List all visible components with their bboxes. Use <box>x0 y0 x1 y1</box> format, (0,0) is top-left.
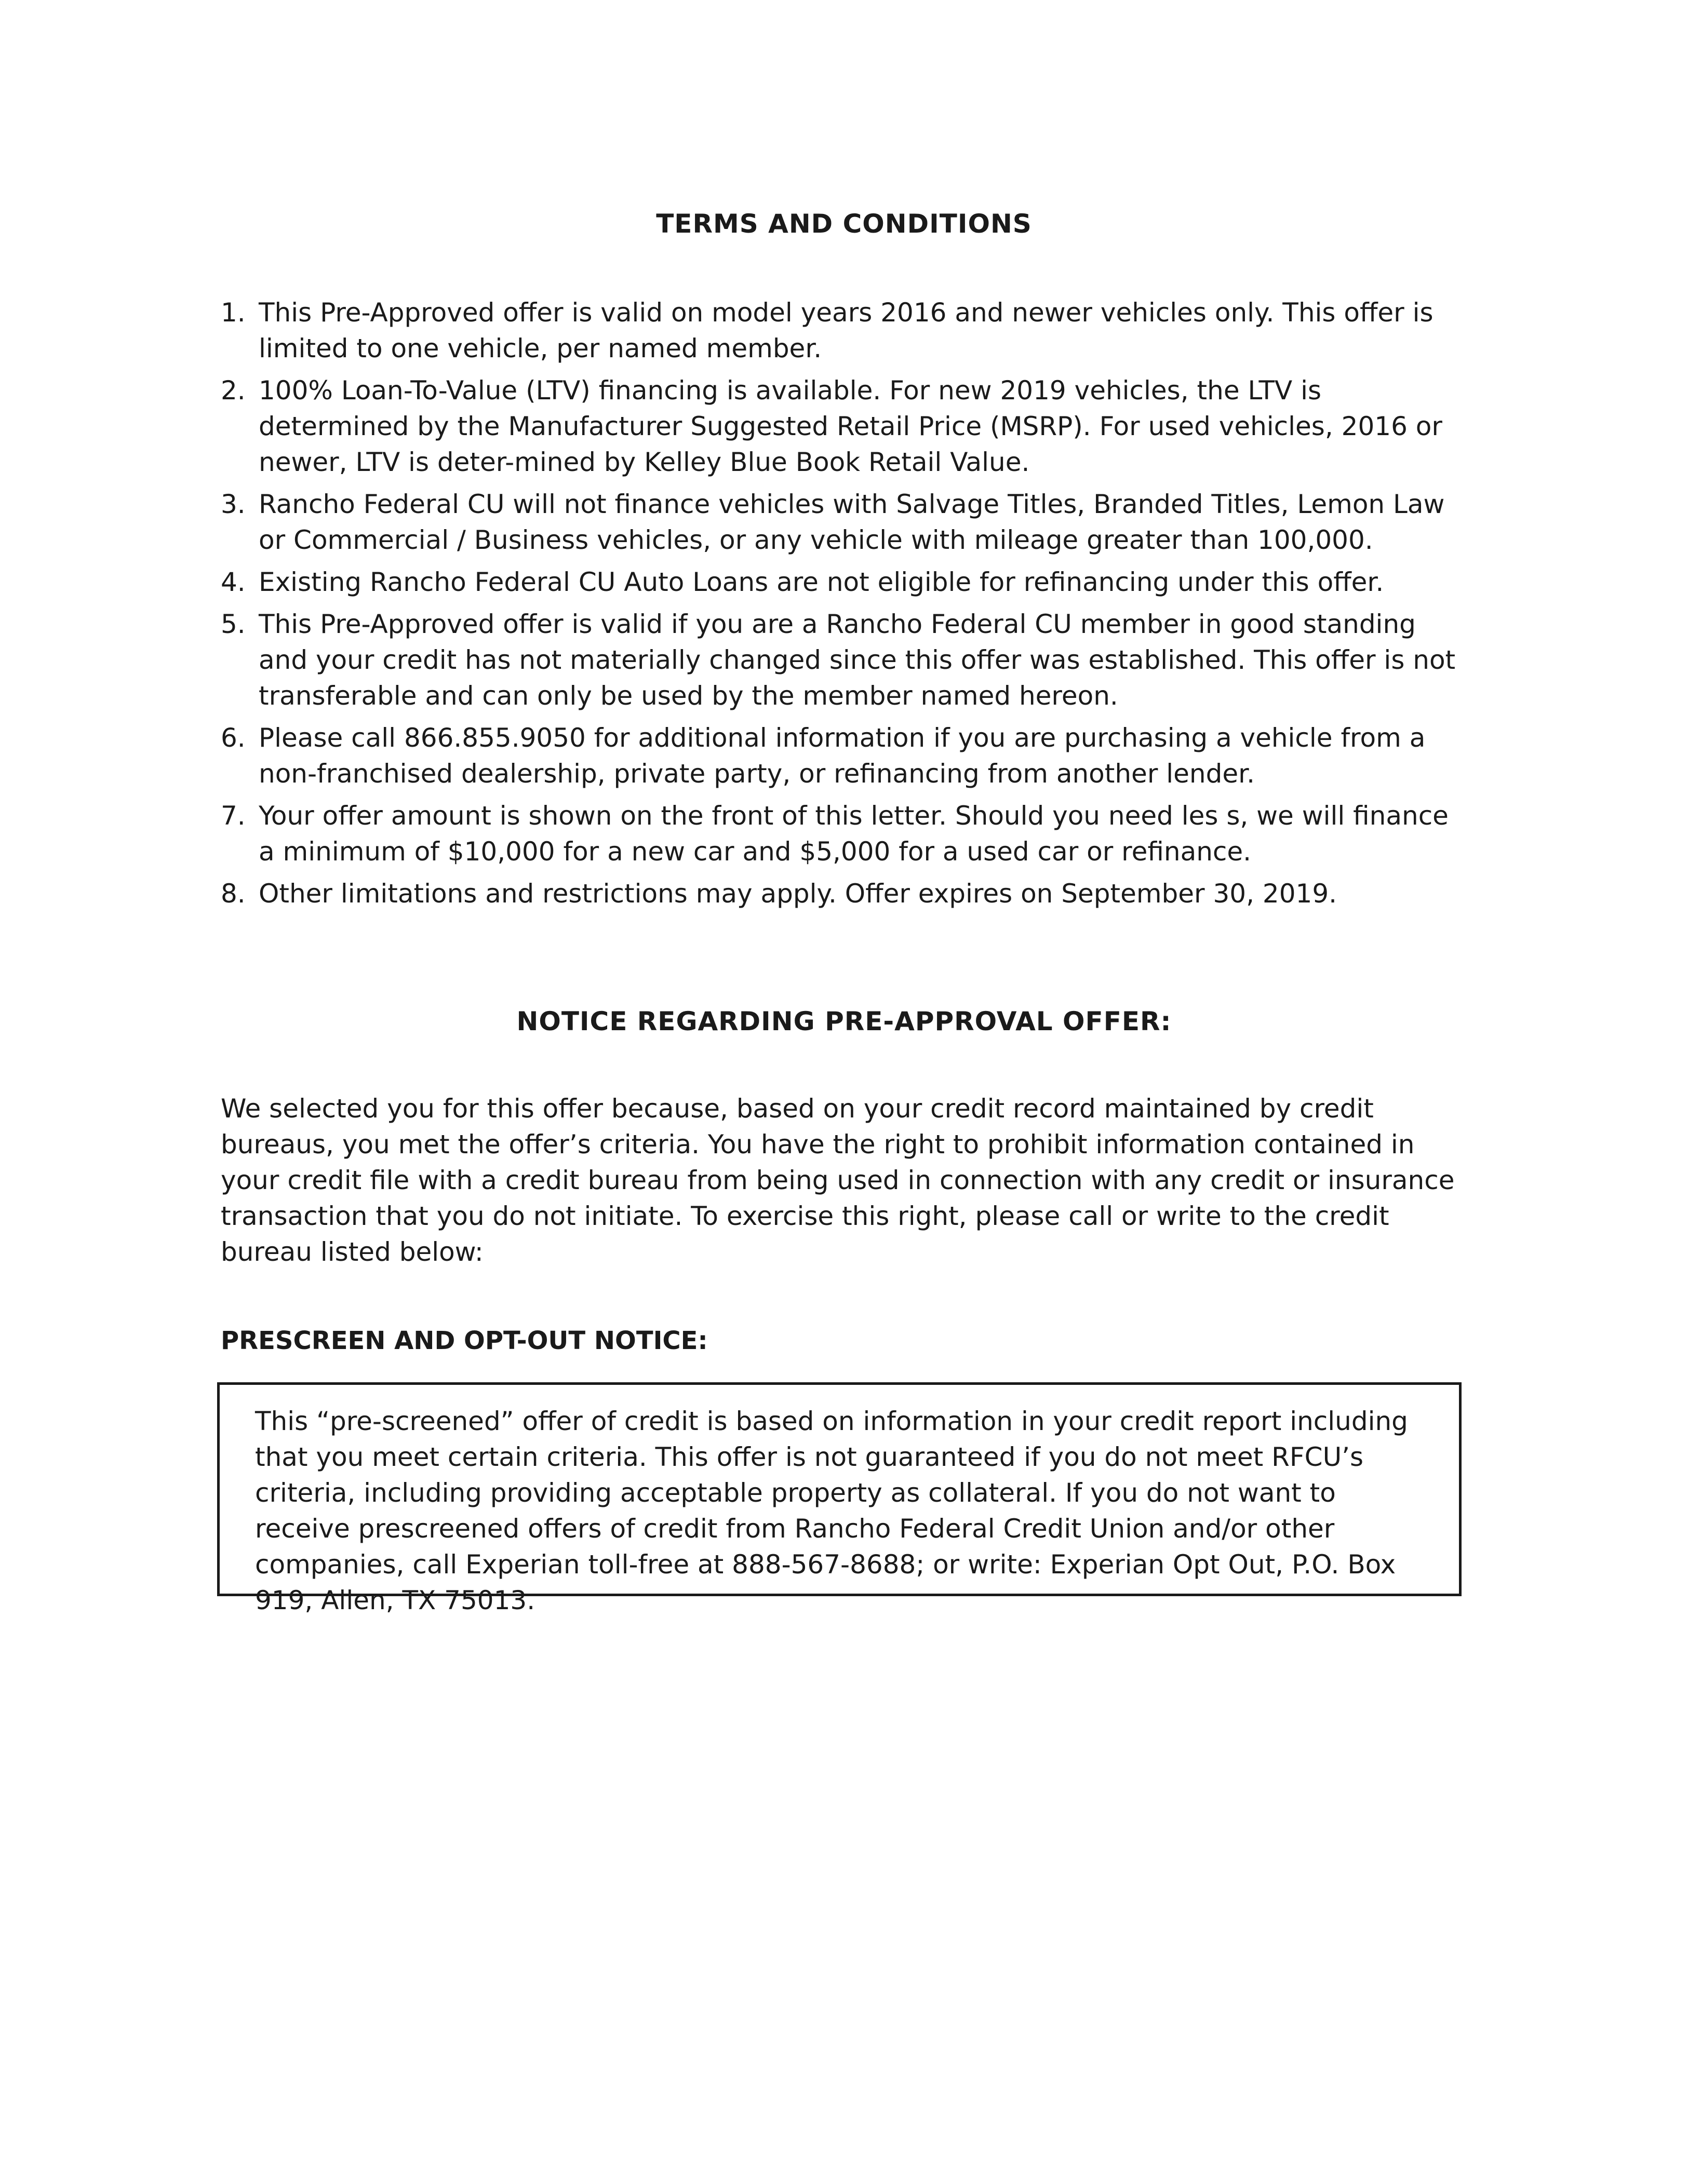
terms-item <box>221 876 1457 912</box>
terms-item-text: Existing Rancho Federal CU Auto Loans are not eligible for refinancing under this offer. <box>259 567 1384 597</box>
terms-list <box>221 295 1457 918</box>
terms-item-number: 7. <box>221 801 246 831</box>
terms-item <box>221 720 1457 792</box>
terms-item <box>221 295 1457 367</box>
terms-item-number: 8. <box>221 879 246 909</box>
terms-title: TERMS AND CONDITIONS <box>656 209 1032 239</box>
terms-item-text: Rancho Federal CU will not finance vehicles with Salvage Titles, Branded Titles, Lemon Law or Commercial / Business vehicles, or any vehicle with mileage greater than 100,000. <box>259 489 1445 555</box>
terms-item-number: 2. <box>221 375 246 406</box>
terms-item-text: Your offer amount is shown on the front of this letter. Should you need les s, we will finance a minimum of $10,000 for a new car and $5,000 for a used car or refinance. <box>259 801 1449 867</box>
terms-item-number: 5. <box>221 609 246 639</box>
terms-item <box>221 373 1457 480</box>
terms-item-text: This Pre-Approved offer is valid on model years 2016 and newer vehicles only. This offer is limited to one vehicle, per named member. <box>259 298 1434 363</box>
terms-item-text: 100% Loan-To-Value (LTV) financing is available. For new 2019 vehicles, the LTV is determined by the Manufacturer Suggested Retail Price (MSRP). For used vehicles, 2016 or newer, LTV is deter-mined by Kelley Blue Book Retail Value. <box>259 375 1442 477</box>
notice-body: We selected you for this offer because, based on your credit record maintained by credit bureaus, you met the offer’s criteria. You have the right to prohibit information contained in your credit file with a credit bureau from being used in connection with any credit or insurance transaction that you do not initiate. To exercise this right, please call or write to the credit bureau listed below: <box>221 1094 1455 1267</box>
terms-item-number: 4. <box>221 567 246 597</box>
prescreen-notice-box <box>217 1382 1462 1615</box>
terms-item <box>221 606 1457 714</box>
prescreen-body: This “pre-screened” offer of credit is based on information in your credit report including that you meet certain criteria. This offer is not guaranteed if you do not meet RFCU’s criteria, including providing acceptable property as collateral. If you do not want to receive prescreened offers of credit from Rancho Federal Credit Union and/or other companies, call Experian toll-free at 888-567-8688; or write: Experian Opt Out, P.O. Box 919, Allen, TX 75013. <box>255 1406 1408 1615</box>
terms-item <box>221 564 1457 600</box>
terms-item-text: Other limitations and restrictions may apply. Offer expires on September 30, 2019. <box>259 879 1337 909</box>
terms-item-text: This Pre-Approved offer is valid if you are a Rancho Federal CU member in good standing and your credit has not materially changed since this offer was established. This offer is not transferable and can only be used by the member named hereon. <box>259 609 1456 711</box>
terms-item <box>221 487 1457 558</box>
terms-item-text: Please call 866.855.9050 for additional information if you are purchasing a vehicle from a non-franchised dealership, private party, or refinancing from another lender. <box>259 723 1426 789</box>
terms-item-number: 1. <box>221 298 246 328</box>
terms-item-number: 6. <box>221 723 246 753</box>
terms-item <box>221 798 1457 870</box>
terms-item-number: 3. <box>221 489 246 519</box>
notice-title: NOTICE REGARDING PRE-APPROVAL OFFER: <box>516 1006 1172 1036</box>
prescreen-title: PRESCREEN AND OPT-OUT NOTICE: <box>221 1326 708 1355</box>
